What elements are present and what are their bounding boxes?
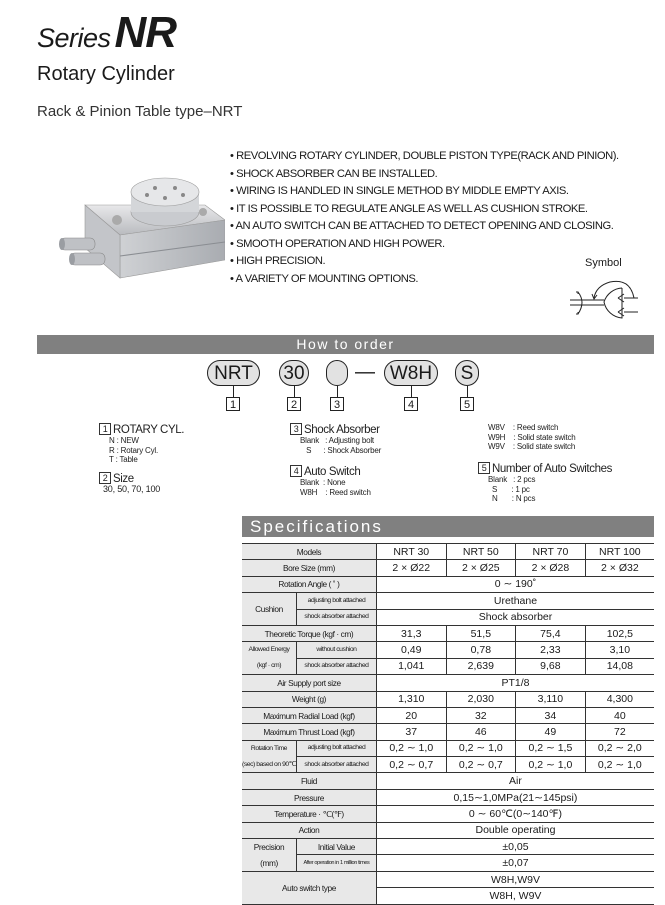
option-line: W8V : Reed switch [488,423,559,432]
order-code-number: 1 [226,397,240,411]
value-cell: 0,49 [376,642,446,658]
section-number: 1 [99,423,111,435]
row-label: Models [242,544,376,560]
feature-item: • AN AUTO SWITCH CAN BE ATTACHED TO DETECT OPENING AND CLOSING. [230,218,619,236]
row-label: (kgf · cm) [242,658,296,674]
value-cell: W8H, W9V [376,888,654,904]
sub-label: shock absorber attached [296,609,376,625]
table-row [242,789,654,805]
sub-label: adjusting bolt attached [296,593,376,609]
option-line: W9V : Solid state switch [488,442,576,451]
feature-item: • SMOOTH OPERATION AND HIGH POWER. [230,236,619,254]
order-section-shock [290,423,381,455]
table-row [242,806,654,822]
specifications-table [242,543,654,905]
model-cell: NRT 30 [376,544,446,560]
order-code-dash: — [355,361,375,383]
type-line: Rack & Pinion Table type–NRT [37,103,243,120]
value-cell: 2 × Ø28 [516,560,586,576]
option-line: N : NEW [109,436,139,445]
order-section-size [99,472,160,495]
section-number: 3 [290,423,302,435]
feature-item: • A VARIETY OF MOUNTING OPTIONS. [230,271,619,289]
option-line: N : N pcs [488,494,536,503]
order-section-auto-switch-more [488,423,576,452]
value-cell: 2 × Ø25 [446,560,516,576]
row-label: Precision [242,839,296,855]
value-cell: 0,2 ∼ 2,0 [585,740,654,756]
order-section-auto-switch [290,465,371,497]
value-cell: 32 [446,707,516,723]
table-row [242,560,654,576]
table-row [242,675,654,691]
value-cell: 4,300 [585,691,654,707]
option-line: S : Shock Absorber [300,445,382,455]
row-label: Rotation Angle ( ˚ ) [242,576,376,592]
value-cell: Air [376,773,654,789]
value-cell: 9,68 [516,658,586,674]
order-code-switch: W8H [384,360,438,386]
model-cell: NRT 50 [446,544,516,560]
value-cell: 0,2 ∼ 1,0 [516,757,586,773]
value-cell: 14,08 [585,658,654,674]
table-row [242,773,654,789]
value-cell: 2 × Ø22 [376,560,446,576]
value-cell: 1,041 [376,658,446,674]
feature-item: • HIGH PRECISION. [230,253,619,271]
row-label: Weight (g) [242,691,376,707]
value-cell: 75,4 [516,625,586,641]
table-row [242,839,654,855]
value-cell: 2,030 [446,691,516,707]
value-cell: 72 [585,724,654,740]
value-cell: 0,15∼1,0MPa(21∼145psi) [376,789,654,805]
table-row [242,740,654,756]
table-row [242,871,654,887]
value-cell: Shock absorber [376,609,654,625]
value-cell: 37 [376,724,446,740]
sub-label: After operation in 1 million times [296,855,376,871]
row-label: Theoretic Torque (kgf · cm) [242,625,376,641]
option-line: Blank : None [300,478,346,487]
table-row [242,724,654,740]
feature-item: • REVOLVING ROTARY CYLINDER, DOUBLE PISTON TYPE(RACK AND PINION). [230,148,619,166]
how-to-order-header: How to order [37,335,654,354]
section-number: 5 [478,462,490,474]
feature-item: • WIRING IS HANDLED IN SINGLE METHOD BY MIDDLE EMPTY AXIS. [230,183,619,201]
value-cell: 1,310 [376,691,446,707]
table-row [242,593,654,609]
rotary-actuator-symbol-icon [566,272,656,324]
order-code-number: 5 [460,397,474,411]
order-code-number: 4 [404,397,418,411]
option-line: R : Rotary Cyl. [109,445,159,455]
value-cell: 0,78 [446,642,516,658]
sub-label: shock absorber attached [296,757,376,773]
value-cell: 0,2 ∼ 1,0 [376,740,446,756]
value-cell: PT1/8 [376,675,654,691]
row-label: Bore Size (mm) [242,560,376,576]
connector-line [467,386,468,397]
order-section-switch-count [478,462,612,504]
order-code-count: S [455,360,479,386]
row-label: (mm) [242,855,296,871]
connector-line [337,386,338,397]
row-label: (sec) based on 90℃ [242,757,296,773]
table-row [242,822,654,838]
option-line: 30, 50, 70, 100 [103,484,161,494]
row-label: Temperature · ℃(℉) [242,806,376,822]
section-title: Auto Switch [304,466,361,478]
connector-line [411,386,412,397]
value-cell: Double operating [376,822,654,838]
specifications-header: Specifications [242,516,654,537]
value-cell: 34 [516,707,586,723]
series-title [37,8,176,58]
option-line: Blank : 2 pcs [488,475,536,484]
value-cell: 0,2 ∼ 1,5 [516,740,586,756]
row-label: Rotation Time [242,740,296,756]
value-cell: 20 [376,707,446,723]
value-cell: 0,2 ∼ 0,7 [376,757,446,773]
section-number: 4 [290,465,302,477]
model-cell: NRT 100 [585,544,654,560]
sub-label: without cushion [296,642,376,658]
option-line: W9H : Solid state switch [488,432,576,442]
option-line: Blank : Adjusting bolt [300,436,374,445]
row-label: Auto switch type [242,871,376,904]
value-cell: 49 [516,724,586,740]
feature-list [230,148,619,288]
value-cell: 40 [585,707,654,723]
value-cell: 0,2 ∼ 0,7 [446,757,516,773]
sub-label: Initial Value [296,839,376,855]
model-cell: NRT 70 [516,544,586,560]
value-cell: 2,33 [516,642,586,658]
row-label: Allowed Energy [242,642,296,658]
page-subtitle: Rotary Cylinder [37,63,175,85]
table-row [242,691,654,707]
order-code-series: NRT [207,360,260,386]
series-name: NR [114,8,177,57]
order-code-number: 3 [330,397,344,411]
connector-line [233,386,234,397]
section-number: 2 [99,472,111,484]
feature-item: • IT IS POSSIBLE TO REGULATE ANGLE AS WELL AS CUSHION STROKE. [230,201,619,219]
option-line: S : 1 pc [488,484,530,494]
table-row [242,544,654,560]
order-code-size: 30 [279,360,309,386]
value-cell: 102,5 [585,625,654,641]
section-title: Size [113,473,134,485]
row-label: Air Supply port size [242,675,376,691]
feature-item: • SHOCK ABSORBER CAN BE INSTALLED. [230,166,619,184]
value-cell: Urethane [376,593,654,609]
row-label: Maximum Thrust Load (kgf) [242,724,376,740]
row-label: Pressure [242,789,376,805]
section-title: Number of Auto Switches [492,463,612,475]
rotary-table-cylinder-photo-icon [25,150,225,300]
value-cell: W8H,W9V [376,871,654,887]
value-cell: 31,3 [376,625,446,641]
option-line: W8H : Reed switch [300,487,371,497]
table-row [242,609,654,625]
value-cell: 2 × Ø32 [585,560,654,576]
connector-line [294,386,295,397]
option-line: T : Table [109,455,138,464]
row-label: Cushion [242,593,296,626]
value-cell: 0,2 ∼ 1,0 [446,740,516,756]
row-label: Action [242,822,376,838]
sub-label: adjusting bolt attached [296,740,376,756]
row-label: Fluid [242,773,376,789]
order-code-number: 2 [287,397,301,411]
value-cell: 0 ∼ 190˚ [376,576,654,592]
value-cell: 0 ∼ 60℃(0∼140℉) [376,806,654,822]
value-cell: 3,110 [516,691,586,707]
section-title: Shock Absorber [304,424,380,436]
table-row [242,642,654,658]
table-row [242,625,654,641]
value-cell: 51,5 [446,625,516,641]
sub-label: shock absorber attached [296,658,376,674]
order-section-series [99,423,184,465]
value-cell: 46 [446,724,516,740]
value-cell: 0,2 ∼ 1,0 [585,757,654,773]
series-prefix: Series [37,23,111,53]
table-row [242,757,654,773]
value-cell: 3,10 [585,642,654,658]
value-cell: ±0,07 [376,855,654,871]
table-row [242,707,654,723]
value-cell: 2,639 [446,658,516,674]
table-row [242,658,654,674]
row-label: Maximum Radial Load (kgf) [242,707,376,723]
value-cell: ±0,05 [376,839,654,855]
order-code-shock [326,360,348,386]
table-row [242,855,654,871]
table-row [242,576,654,592]
symbol-label: Symbol [585,257,622,269]
section-title: ROTARY CYL. [113,424,185,436]
